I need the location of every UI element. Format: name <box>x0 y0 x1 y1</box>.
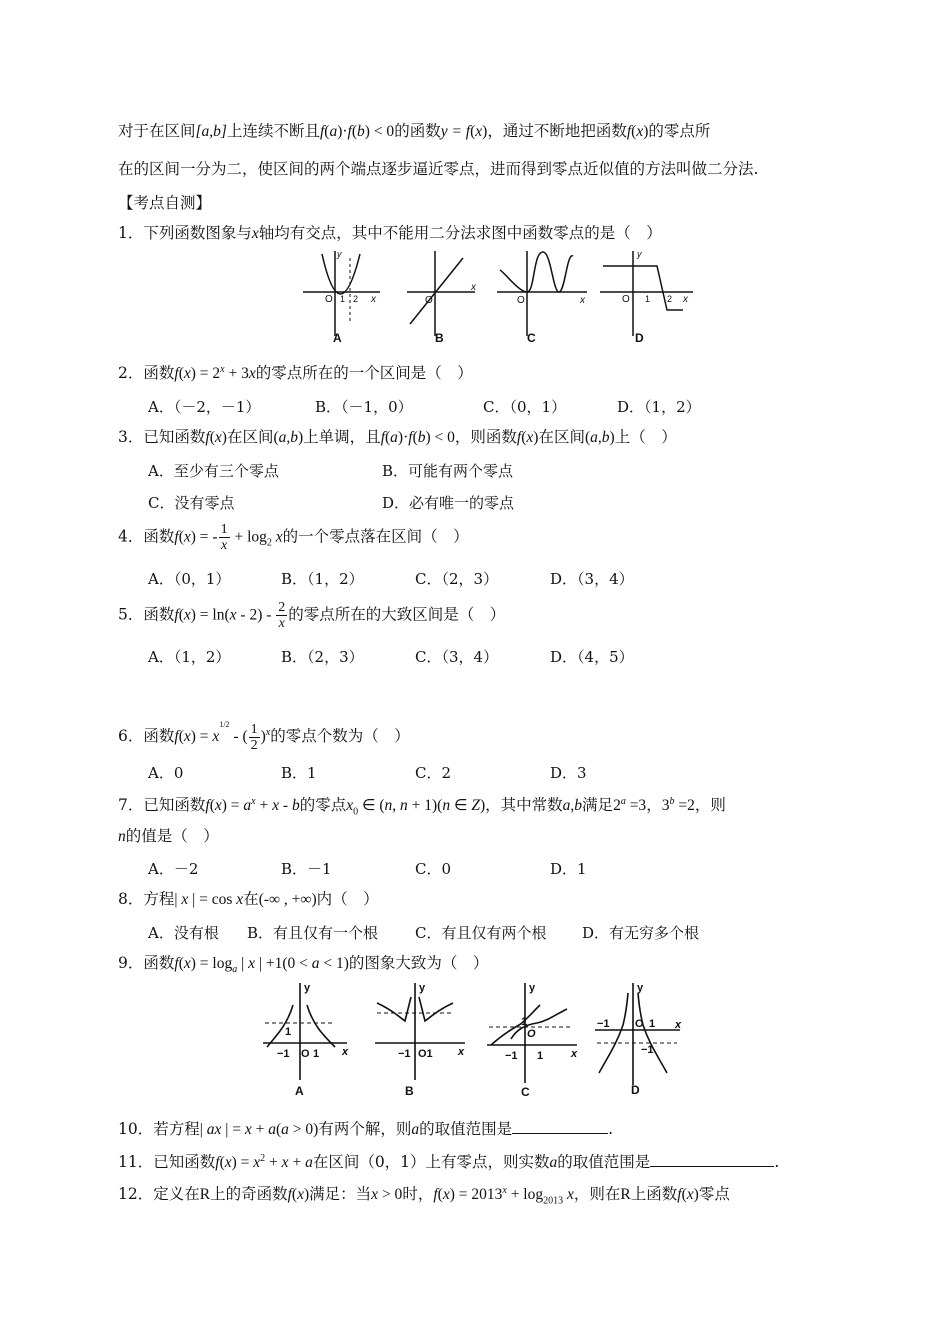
svg-text:x: x <box>471 282 476 293</box>
q5-option-d[interactable]: D．（4，5） <box>550 648 634 666</box>
svg-text:x: x <box>458 1046 465 1058</box>
svg-text:y: y <box>337 249 342 259</box>
q10-answer-blank[interactable] <box>512 1119 608 1134</box>
svg-text:−1: −1 <box>398 1048 411 1060</box>
q4-option-c[interactable]: C．（2，3） <box>415 570 499 588</box>
svg-text:2: 2 <box>353 294 359 304</box>
svg-text:x: x <box>342 1046 349 1058</box>
svg-text:y: y <box>637 249 642 259</box>
question-12: 12．定义在R上的奇函数f(x)满足：当x > 0时，$f(x) = 2013^x + \log_{2013} x$，则在R上函数f(x)零点 <box>118 1185 730 1207</box>
q7-option-a[interactable]: A．－2 <box>148 860 199 878</box>
svg-text:−1: −1 <box>597 1018 610 1030</box>
q6-option-d[interactable]: D．3 <box>550 764 587 782</box>
question-2: 2．函数$f(x) = 2^x + 3x$的零点所在的一个区间是（ ） <box>118 364 473 383</box>
question-7: 7．已知函数$f(x) = a^x + x - b$的零点$x_0$ ∈ (n, n + 1)(n ∈ Z)，其中常数a,b满足$2^a =3$，$3^b =2$，则 <box>118 796 726 818</box>
svg-text:O: O <box>635 1018 644 1030</box>
q1-graph-b <box>407 251 477 336</box>
q2-option-c[interactable]: C．（0，1） <box>483 398 567 416</box>
question-6: 6．函数$f(x) = x^{1/2}$ - ( $\frac{1}{2}$ )$^x$的零点个数为（ ） <box>118 720 410 753</box>
section-title: 【考点自测】 <box>118 194 212 212</box>
q1-label-b: B <box>435 331 444 345</box>
intro-line-2: 在的区间一分为二，使区间的两个端点逐步逼近零点，进而得到零点近似值的方法叫做二分法. <box>118 160 759 178</box>
svg-text:y: y <box>637 982 644 994</box>
q9-label-b: B <box>405 1084 414 1098</box>
svg-text:2: 2 <box>667 294 673 304</box>
q1-graph-d <box>600 249 693 336</box>
q2-option-b[interactable]: B．（－1，0） <box>315 398 413 416</box>
q1-label-a: A <box>333 331 342 345</box>
svg-text:−1: −1 <box>641 1044 654 1056</box>
q7-option-b[interactable]: B．－1 <box>281 860 332 878</box>
svg-text:x: x <box>571 1048 578 1060</box>
q1-label-d: D <box>635 331 644 345</box>
svg-text:x: x <box>675 1019 682 1031</box>
q5-option-a[interactable]: A．（1，2） <box>148 648 231 666</box>
q7-option-c[interactable]: C．0 <box>415 860 452 878</box>
svg-text:O: O <box>527 1028 536 1040</box>
q3-option-a[interactable]: A．至少有三个零点 <box>148 462 279 480</box>
q8-option-d[interactable]: D．有无穷多个根 <box>582 924 700 942</box>
svg-text:O: O <box>517 295 525 306</box>
svg-text:x: x <box>683 294 688 305</box>
q9-graph-c <box>487 982 578 1083</box>
question-1: 1．下列函数图象与x轴均有交点，其中不能用二分法求图中函数零点的是（ ） <box>118 224 662 242</box>
svg-text:O: O <box>622 294 630 305</box>
svg-text:1: 1 <box>285 1026 292 1038</box>
q6-option-a[interactable]: A．0 <box>148 764 184 782</box>
question-10: 10．若方程| ax | = x + a(a > 0)有两个解，则a的取值范围是 . <box>118 1120 614 1138</box>
svg-text:y: y <box>419 982 426 994</box>
q5-option-c[interactable]: C．（3，4） <box>415 648 499 666</box>
q8-option-c[interactable]: C．有且仅有两个根 <box>415 924 547 942</box>
q9-label-a: A <box>295 1084 304 1098</box>
svg-text:−1: −1 <box>505 1050 518 1062</box>
svg-text:1: 1 <box>521 1016 528 1028</box>
q5-option-b[interactable]: B．（2，3） <box>281 648 364 666</box>
q9-graph-a <box>263 982 349 1080</box>
question-11: 11．已知函数$f(x) = x^2 + x + a$在区间（0，1）上有零点，则实数a的取值范围是 . <box>118 1153 780 1172</box>
q9-graph-b <box>375 982 465 1080</box>
intro-line-1: 对于在区间[a,b]上连续不断且f(a)·f(b) < 0的函数y = f(x)，通过不断地把函数f(x)的零点所 <box>118 122 711 140</box>
svg-text:x: x <box>580 295 585 306</box>
svg-text:O1: O1 <box>418 1048 433 1060</box>
q9-label-c: C <box>521 1085 530 1099</box>
q2-option-a[interactable]: A．（－2，－1） <box>148 398 261 416</box>
q2-option-d[interactable]: D．（1，2） <box>617 398 701 416</box>
q1-graphs <box>295 248 705 348</box>
svg-text:1: 1 <box>340 294 346 304</box>
svg-text:y: y <box>304 982 311 994</box>
q1-label-c: C <box>527 331 536 345</box>
question-9: 9．函数$f(x) = \log_a$ | x | +1(0 < a < 1)的图象大致为（ ） <box>118 954 489 976</box>
svg-text:1: 1 <box>645 294 651 304</box>
q4-option-a[interactable]: A．（0，1） <box>148 570 231 588</box>
q9-label-d: D <box>631 1083 640 1097</box>
q6-option-b[interactable]: B．1 <box>281 764 317 782</box>
q4-option-b[interactable]: B．（1，2） <box>281 570 364 588</box>
q9-graph-d <box>595 982 682 1085</box>
question-7-line-2: n的值是（ ） <box>118 827 219 845</box>
svg-text:1: 1 <box>313 1048 320 1060</box>
q9-graphs <box>255 975 695 1100</box>
q3-option-b[interactable]: B．可能有两个零点 <box>382 462 514 480</box>
q6-option-c[interactable]: C．2 <box>415 764 452 782</box>
q7-option-d[interactable]: D．1 <box>550 860 587 878</box>
question-5: 5．函数f(x) = ln(x - 2) - $\frac{2}{x}$ 的零点所在的大致区间是（ ） <box>118 600 506 631</box>
svg-text:−1: −1 <box>277 1048 290 1060</box>
q8-option-a[interactable]: A．没有根 <box>148 924 219 942</box>
svg-text:x: x <box>371 294 376 305</box>
svg-text:y: y <box>529 982 536 994</box>
q4-option-d[interactable]: D．（3，4） <box>550 570 634 588</box>
q1-graph-c <box>497 251 587 336</box>
q8-option-b[interactable]: B．有且仅有一个根 <box>247 924 379 942</box>
question-8: 8．方程| x | = cos x在(-∞ , +∞)内（ ） <box>118 890 379 908</box>
q3-option-d[interactable]: D．必有唯一的零点 <box>382 494 515 512</box>
svg-text:O: O <box>325 294 333 305</box>
svg-text:O: O <box>301 1048 310 1060</box>
q1-graph-a <box>303 249 380 336</box>
svg-text:1: 1 <box>649 1018 656 1030</box>
svg-text:1: 1 <box>537 1050 544 1062</box>
question-3: 3．已知函数f(x)在区间(a,b)上单调，且f(a)·f(b) < 0，则函数f(x)在区间(a,b)上（ ） <box>118 428 677 446</box>
q11-answer-blank[interactable] <box>650 1152 774 1167</box>
svg-text:O: O <box>425 295 433 306</box>
question-4: 4．函数f(x) = - $\frac{1}{x}$ + $\log_2 x$的一个零点落在区间（ ） <box>118 522 469 553</box>
q3-option-c[interactable]: C．没有零点 <box>148 494 235 512</box>
